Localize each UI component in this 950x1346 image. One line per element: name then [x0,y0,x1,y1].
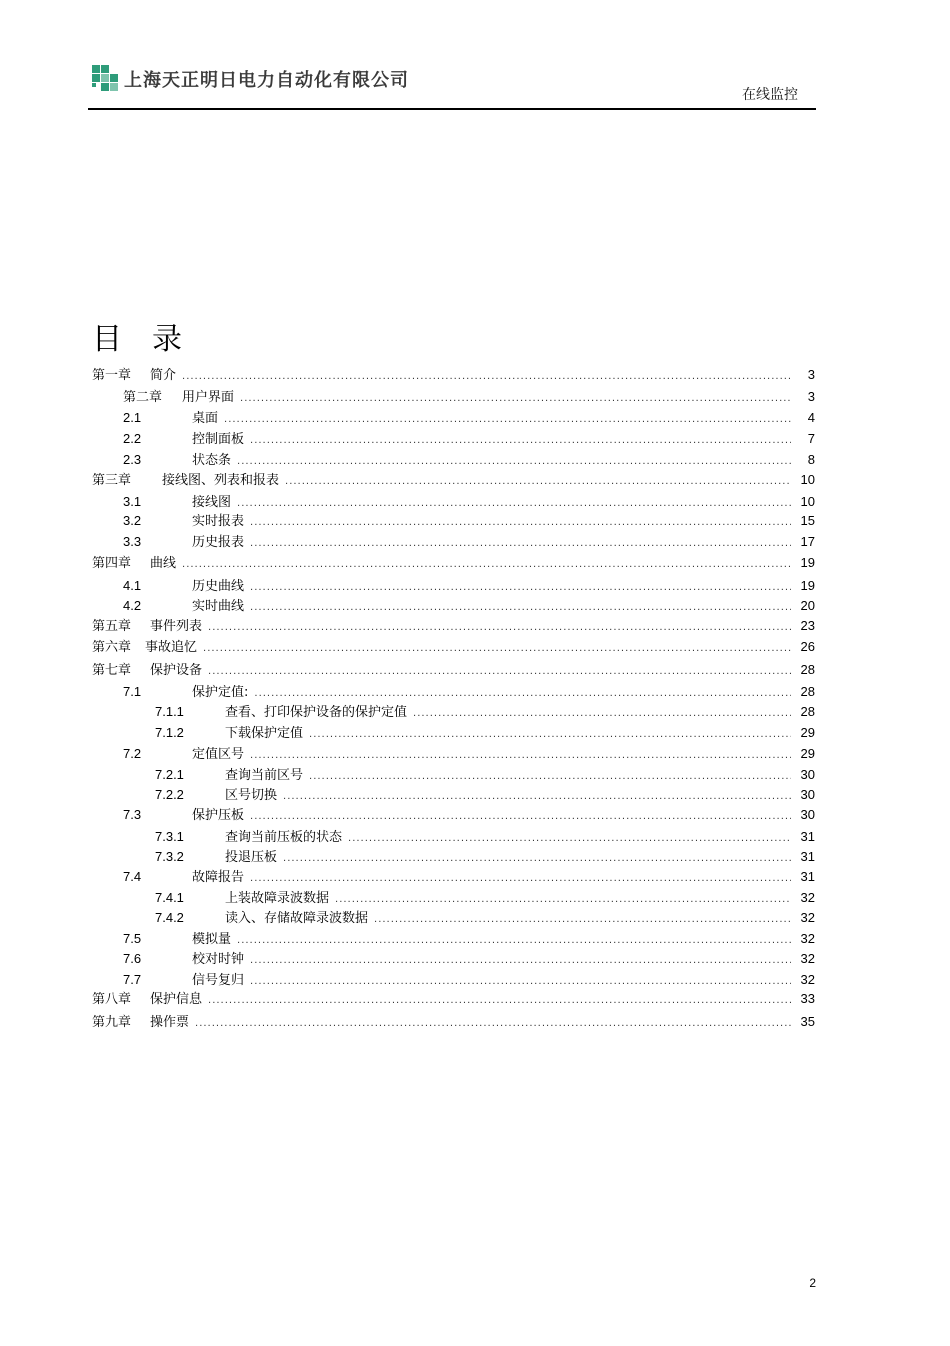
toc-entry-page: 10 [800,494,815,509]
toc-entry-title: 区号切换 [225,788,278,803]
toc-entry-title: 用户界面 [182,390,235,405]
toc-leader-dots [309,726,791,744]
toc-entry[interactable] [123,745,815,763]
toc-entry-title: 桌面 [192,411,219,426]
toc-entry[interactable] [123,597,815,615]
toc-entry-number: 7.4 [123,869,142,884]
toc-entry-title: 故障报告 [192,870,245,885]
toc-entry-page: 32 [800,931,815,946]
toc-entry[interactable] [92,554,815,572]
toc-entry-number: 7.4.2 [155,910,184,925]
toc-entry-title: 事故追忆 [145,640,198,655]
toc-entry-title: 接线图、列表和报表 [162,473,280,488]
toc-entry-number: 7.3 [123,807,142,822]
toc-entry[interactable] [123,971,815,989]
toc-entry[interactable] [123,950,815,968]
toc-entry-page: 26 [800,639,815,654]
toc-entry-page: 17 [800,534,815,549]
toc-entry-title: 曲线 [150,556,177,571]
toc-entry-page: 31 [800,829,815,844]
toc-entry[interactable] [123,868,815,886]
toc-entry-page: 32 [800,972,815,987]
toc-entry-number: 3.3 [123,534,142,549]
toc-entry-title: 查询当前区号 [225,768,304,783]
toc-leader-dots [250,808,791,826]
toc-entry-page: 23 [800,618,815,633]
toc-entry-page: 10 [800,472,815,487]
toc-entry-number: 第六章 [92,639,132,654]
toc-entry[interactable] [123,806,815,824]
toc-entry-number: 2.1 [123,410,142,425]
toc-entry[interactable] [123,577,815,595]
toc-leader-dots [374,911,791,929]
toc-entry[interactable] [123,512,815,530]
toc-leader-dots [208,663,791,681]
toc-leader-dots [203,640,791,658]
toc-leader-dots [182,556,791,574]
toc-entry-title: 查看、打印保护设备的保护定值 [225,705,408,720]
toc-entry-number: 第二章 [123,389,163,404]
toc-entry-number: 7.7 [123,972,142,987]
toc-entry-title: 简介 [150,368,177,383]
toc-entry-title: 保护设备 [150,663,203,678]
toc-entry-title: 查询当前压板的状态 [225,830,343,845]
toc-entry-title: 操作票 [150,1015,190,1030]
toc-entry-title: 实时曲线 [192,599,245,614]
toc-entry-title: 模拟量 [192,932,232,947]
toc-entry-number: 第七章 [92,662,132,677]
toc-entry-page: 29 [800,746,815,761]
toc-entry-title: 保护定值: [192,685,249,700]
toc-entry-number: 7.1 [123,684,142,699]
toc-entry-title: 下载保护定值 [225,726,304,741]
toc-leader-dots [250,870,791,888]
toc-leader-dots [224,411,791,429]
toc-leader-dots [250,514,791,532]
toc-leader-dots [208,992,791,1010]
toc-entry-title: 保护压板 [192,808,245,823]
toc-leader-dots [250,952,791,970]
toc-entry-page: 32 [800,951,815,966]
toc-entry-page: 20 [800,598,815,613]
toc-entry[interactable] [155,848,815,866]
toc-entry-page: 3 [807,367,815,382]
toc-entry-number: 7.2 [123,746,142,761]
page-number: 2 [809,1276,816,1290]
toc-entry-title: 读入、存储故障录波数据 [225,911,369,926]
toc-leader-dots [250,535,791,553]
toc-entry-number: 7.3.2 [155,849,184,864]
toc-leader-dots [250,747,791,765]
toc-entry-title: 历史报表 [192,535,245,550]
toc-leader-dots [237,453,791,471]
toc-leader-dots [237,495,791,513]
toc-entry-number: 7.3.1 [155,829,184,844]
toc-entry-page: 32 [800,910,815,925]
toc-leader-dots [309,768,791,786]
toc-entry-page: 30 [800,767,815,782]
toc-entry-title: 保护信息 [150,992,203,1007]
toc-entry-page: 19 [800,555,815,570]
toc-entry-page: 29 [800,725,815,740]
toc-leader-dots [283,788,791,806]
toc-entry-number: 7.2.1 [155,767,184,782]
toc-leader-dots [195,1015,791,1033]
toc-entry-page: 3 [807,389,815,404]
toc-leader-dots [250,599,791,617]
toc-entry-page: 15 [800,513,815,528]
toc-leader-dots [413,705,791,723]
section-title: 在线监控 [742,87,798,103]
toc-entry[interactable] [155,909,815,927]
toc-entry[interactable] [155,724,815,742]
toc-title: 目 录 [92,322,182,357]
toc-entry[interactable] [123,683,815,701]
toc-entry[interactable] [155,828,815,846]
toc-entry-title: 历史曲线 [192,579,245,594]
toc-entry-number: 2.3 [123,452,142,467]
toc-entry-number: 3.1 [123,494,142,509]
toc-entry-number: 第八章 [92,991,132,1006]
toc-leader-dots [240,390,791,408]
toc-leader-dots [285,473,791,491]
toc-leader-dots [237,932,791,950]
toc-entry-page: 28 [800,704,815,719]
toc-entry-number: 4.2 [123,598,142,613]
toc-entry-title: 接线图 [192,495,232,510]
toc-entry-number: 3.2 [123,513,142,528]
toc-entry[interactable] [155,889,815,907]
toc-leader-dots [250,432,791,450]
toc-entry-page: 33 [800,991,815,1006]
toc-entry-title: 状态条 [192,453,232,468]
toc-entry[interactable] [92,661,815,679]
toc-entry[interactable] [123,533,815,551]
toc-leader-dots [208,619,791,637]
toc-entry-number: 第一章 [92,367,132,382]
toc-entry-title: 信号复归 [192,973,245,988]
toc-entry-number: 7.4.1 [155,890,184,905]
toc-entry[interactable] [92,1013,815,1031]
toc-entry-number: 7.1.2 [155,725,184,740]
toc-entry-title: 定值区号 [192,747,245,762]
toc-entry-number: 7.6 [123,951,142,966]
toc-entry[interactable] [123,493,815,511]
toc-entry-number: 7.5 [123,931,142,946]
toc-entry-page: 30 [800,787,815,802]
toc-entry[interactable] [123,409,815,427]
toc-entry[interactable] [123,930,815,948]
toc-entry-number: 4.1 [123,578,142,593]
company-name: 上海天正明日电力自动化有限公司 [124,70,409,91]
toc-entry[interactable] [92,638,815,656]
toc-entry-title: 事件列表 [150,619,203,634]
toc-leader-dots [335,891,791,909]
toc-entry-number: 第九章 [92,1014,132,1029]
toc-leader-dots [283,850,791,868]
toc-entry-page: 30 [800,807,815,822]
toc-entry-title: 控制面板 [192,432,245,447]
toc-entry-page: 4 [807,410,815,425]
toc-entry[interactable] [155,703,815,721]
toc-entry-page: 28 [800,662,815,677]
toc-entry-page: 7 [807,431,815,446]
toc-entry-number: 第三章 [92,472,132,487]
toc-entry-number: 2.2 [123,431,142,446]
toc-leader-dots [250,973,791,991]
toc-leader-dots [254,685,791,703]
toc-leader-dots [250,579,791,597]
toc-entry[interactable] [92,990,815,1008]
toc-entry[interactable] [92,471,815,489]
toc-entry-page: 31 [800,849,815,864]
toc-entry-page: 8 [807,452,815,467]
toc-entry[interactable] [155,786,815,804]
toc-entry-number: 7.1.1 [155,704,184,719]
toc-entry-page: 35 [800,1014,815,1029]
toc-entry-title: 实时报表 [192,514,245,529]
toc-entry[interactable] [123,430,815,448]
toc-entry-page: 31 [800,869,815,884]
toc-entry-page: 28 [800,684,815,699]
toc-entry-title: 上装故障录波数据 [225,891,330,906]
toc-leader-dots [182,368,791,386]
toc-leader-dots [348,830,791,848]
toc-entry-page: 19 [800,578,815,593]
toc-entry[interactable] [123,388,815,406]
toc-entry-title: 校对时钟 [192,952,245,967]
toc-entry[interactable] [123,451,815,469]
toc-entry-number: 7.2.2 [155,787,184,802]
toc-entry-number: 第五章 [92,618,132,633]
toc-entry[interactable] [155,766,815,784]
toc-entry[interactable] [92,366,815,384]
toc-entry-number: 第四章 [92,555,132,570]
toc-entry-title: 投退压板 [225,850,278,865]
toc-entry-page: 32 [800,890,815,905]
toc-entry[interactable] [92,617,815,635]
